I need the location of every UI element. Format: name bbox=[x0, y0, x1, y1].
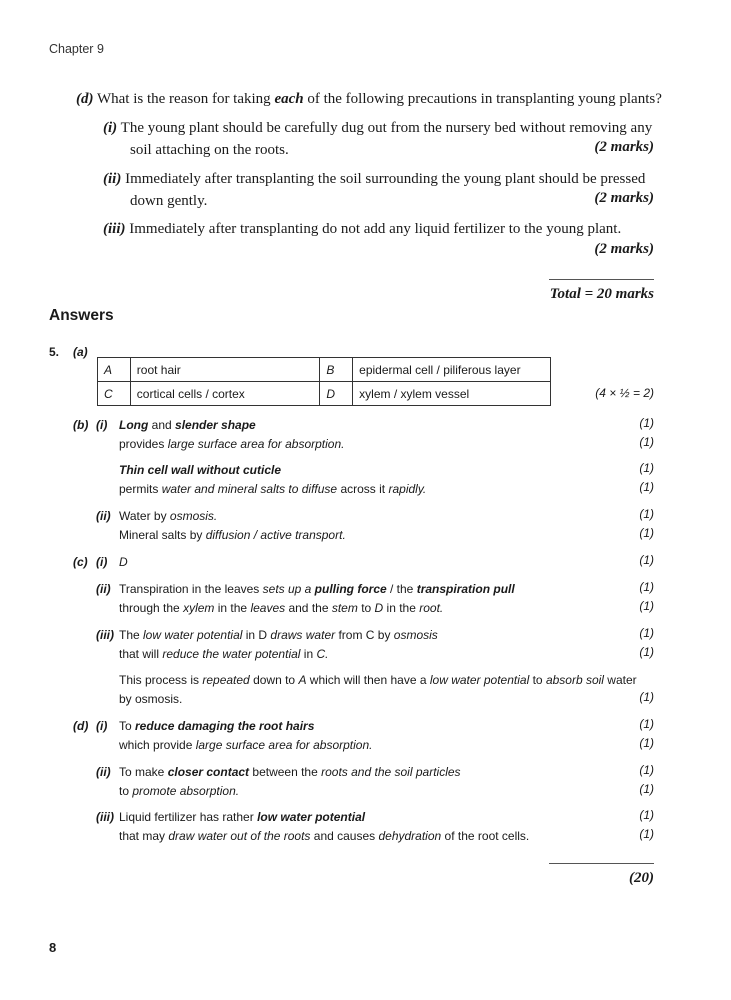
table-cell: C bbox=[98, 382, 131, 406]
question-text: Immediately after transplanting the soil surrounding the young plant should be pressed bbox=[125, 171, 646, 187]
text: permits bbox=[119, 482, 162, 496]
text: to bbox=[529, 673, 546, 687]
emphasis: repeated bbox=[202, 673, 250, 687]
sub-label: (ii) bbox=[96, 582, 111, 596]
mark: (1) bbox=[639, 690, 654, 704]
text: in bbox=[300, 647, 317, 661]
answer-line bbox=[119, 671, 664, 690]
text: to bbox=[357, 601, 375, 615]
answer-line bbox=[119, 580, 515, 599]
mark: (1) bbox=[639, 580, 654, 594]
mark: (1) bbox=[639, 461, 654, 475]
text: which provide bbox=[119, 738, 196, 752]
text: that may bbox=[119, 829, 169, 843]
emphasis: low water potential bbox=[143, 628, 243, 642]
text: and the bbox=[285, 601, 332, 615]
question-d-ii bbox=[103, 168, 645, 190]
keyword: reduce damaging the root hairs bbox=[135, 719, 315, 733]
keyword: closer contact bbox=[167, 765, 250, 779]
question-d-i bbox=[103, 117, 652, 139]
marks-label: (2 marks) bbox=[594, 139, 654, 155]
mark: (1) bbox=[639, 782, 654, 796]
mark: (1) bbox=[639, 763, 654, 777]
mark: (1) bbox=[639, 416, 654, 430]
text: provides bbox=[119, 437, 168, 451]
emphasis: root. bbox=[419, 601, 444, 615]
answer-line bbox=[119, 645, 328, 664]
text: in the bbox=[383, 601, 420, 615]
table-cell: D bbox=[320, 382, 353, 406]
emphasis: C. bbox=[316, 647, 329, 661]
keyword: slender shape bbox=[175, 418, 256, 432]
table-cell: xylem / xylem vessel bbox=[353, 382, 551, 406]
text: Mineral salts by bbox=[119, 528, 206, 542]
text: from C by bbox=[335, 628, 394, 642]
mark: (1) bbox=[639, 736, 654, 750]
table-cell: A bbox=[98, 358, 131, 382]
sub-label: (i) bbox=[96, 555, 108, 569]
text: in the bbox=[214, 601, 251, 615]
question-d-i-line2: soil attaching on the roots. bbox=[130, 142, 289, 158]
emphasis: sets up a bbox=[262, 582, 315, 596]
mark: (1) bbox=[639, 645, 654, 659]
mark: (1) bbox=[639, 599, 654, 613]
mark: (1) bbox=[639, 507, 654, 521]
mark: (1) bbox=[639, 435, 654, 449]
emphasis: osmosis bbox=[393, 628, 438, 642]
answer-line bbox=[119, 808, 365, 827]
emphasis: promote absorption. bbox=[132, 784, 240, 798]
sub-label: (i) bbox=[96, 719, 108, 733]
table-row bbox=[98, 358, 551, 382]
text: across it bbox=[337, 482, 389, 496]
part-label: (b) bbox=[73, 418, 89, 432]
emphasis: dehydration bbox=[378, 829, 442, 843]
stem-text: What is the reason for taking bbox=[96, 91, 275, 107]
answer-line bbox=[119, 416, 256, 435]
sub-label: (i) bbox=[103, 120, 118, 136]
answer-line bbox=[119, 507, 217, 526]
question-d-ii-line2: down gently. bbox=[130, 193, 208, 209]
sub-label: (ii) bbox=[96, 765, 111, 779]
page-number: 8 bbox=[49, 940, 57, 955]
emphasis: rapidly. bbox=[388, 482, 427, 496]
text: Liquid fertilizer has rather bbox=[119, 810, 258, 824]
marks-label: (2 marks) bbox=[594, 190, 654, 206]
answer-line bbox=[119, 480, 426, 499]
text: To bbox=[119, 719, 136, 733]
emphasis: large surface area for absorption. bbox=[167, 437, 345, 451]
divider bbox=[549, 863, 654, 864]
table-row bbox=[98, 382, 551, 406]
text: in D bbox=[242, 628, 271, 642]
sub-label: (ii) bbox=[103, 171, 122, 187]
text: between the bbox=[249, 765, 322, 779]
emphasis: low water potential bbox=[429, 673, 530, 687]
question-label: (d) bbox=[76, 91, 94, 107]
emphasis: draw water out of the roots bbox=[168, 829, 311, 843]
text: This process is bbox=[119, 673, 203, 687]
answer-line bbox=[119, 736, 372, 755]
answer-line: D bbox=[119, 555, 128, 569]
answer-line bbox=[119, 782, 239, 801]
stem-emphasis: each bbox=[274, 91, 304, 107]
emphasis: D bbox=[374, 601, 384, 615]
sub-label: (i) bbox=[96, 418, 108, 432]
mark: (1) bbox=[639, 717, 654, 731]
keyword: low water potential bbox=[257, 810, 366, 824]
sub-label: (iii) bbox=[96, 628, 114, 642]
emphasis: osmosis. bbox=[169, 509, 218, 523]
question-number: 5. bbox=[49, 345, 60, 359]
text: Water by bbox=[119, 509, 170, 523]
text: water bbox=[603, 673, 637, 687]
total-marks: Total = 20 marks bbox=[549, 286, 654, 302]
emphasis: reduce the water potential bbox=[162, 647, 301, 661]
answer-line bbox=[119, 599, 443, 618]
emphasis: leaves bbox=[250, 601, 286, 615]
stem-text: of the following precautions in transplanting young plants? bbox=[303, 91, 662, 107]
mark: (1) bbox=[639, 480, 654, 494]
part-label: (d) bbox=[73, 719, 89, 733]
text: through the bbox=[119, 601, 184, 615]
mark: (1) bbox=[639, 553, 654, 567]
marks-label: (4 × ½ = 2) bbox=[595, 386, 654, 400]
text: of the root cells. bbox=[441, 829, 530, 843]
sub-label: (ii) bbox=[96, 509, 111, 523]
text: and bbox=[148, 418, 176, 432]
keyword: transpiration pull bbox=[416, 582, 515, 596]
sub-label: (iii) bbox=[96, 810, 114, 824]
emphasis: draws water bbox=[270, 628, 336, 642]
mark: (1) bbox=[639, 808, 654, 822]
keyword: pulling force bbox=[314, 582, 387, 596]
answer-line bbox=[119, 626, 438, 645]
text: to bbox=[119, 784, 133, 798]
text: Transpiration in the leaves bbox=[119, 582, 263, 596]
sub-label: (iii) bbox=[103, 221, 126, 237]
question-text: The young plant should be carefully dug out from the nursery bed without removing any bbox=[120, 120, 653, 136]
mark: (1) bbox=[639, 526, 654, 540]
emphasis: absorb soil bbox=[545, 673, 604, 687]
text: / the bbox=[386, 582, 417, 596]
keyword: Thin cell wall without cuticle bbox=[119, 463, 282, 477]
table-cell: epidermal cell / piliferous layer bbox=[353, 358, 551, 382]
chapter-header: Chapter 9 bbox=[49, 42, 104, 56]
emphasis: stem bbox=[331, 601, 358, 615]
answer-line: by osmosis. bbox=[119, 692, 183, 706]
emphasis: roots and the soil particles bbox=[321, 765, 461, 779]
text: which will then have a bbox=[306, 673, 430, 687]
mark: (1) bbox=[639, 827, 654, 841]
emphasis: water and mineral salts to diffuse bbox=[161, 482, 338, 496]
text: and causes bbox=[310, 829, 379, 843]
part-label: (c) bbox=[73, 555, 88, 569]
question-text: Immediately after transplanting do not add any liquid fertilizer to the young plant. bbox=[129, 221, 622, 237]
text: The bbox=[119, 628, 144, 642]
answer-line bbox=[119, 526, 346, 545]
answers-heading: Answers bbox=[49, 307, 114, 324]
answer-line bbox=[119, 717, 314, 736]
table-cell: cortical cells / cortex bbox=[130, 382, 320, 406]
part-label: (a) bbox=[73, 345, 88, 359]
answer-line bbox=[119, 827, 529, 846]
keyword: Long bbox=[119, 418, 149, 432]
emphasis: A bbox=[298, 673, 307, 687]
question-d-stem bbox=[76, 88, 662, 110]
emphasis: xylem bbox=[183, 601, 215, 615]
answer-line bbox=[119, 435, 344, 454]
answer-table bbox=[97, 357, 551, 406]
answer-line bbox=[119, 461, 281, 480]
table-cell: root hair bbox=[130, 358, 320, 382]
text: down to bbox=[249, 673, 299, 687]
emphasis: large surface area for absorption. bbox=[195, 738, 373, 752]
answer-line bbox=[119, 763, 461, 782]
table-cell: B bbox=[320, 358, 353, 382]
text: that will bbox=[119, 647, 163, 661]
emphasis: diffusion / active transport. bbox=[205, 528, 346, 542]
marks-label: (2 marks) bbox=[594, 241, 654, 257]
mark: (1) bbox=[639, 626, 654, 640]
divider bbox=[549, 279, 654, 280]
question-d-iii bbox=[103, 218, 621, 240]
final-total: (20) bbox=[629, 870, 654, 886]
text: To make bbox=[119, 765, 168, 779]
